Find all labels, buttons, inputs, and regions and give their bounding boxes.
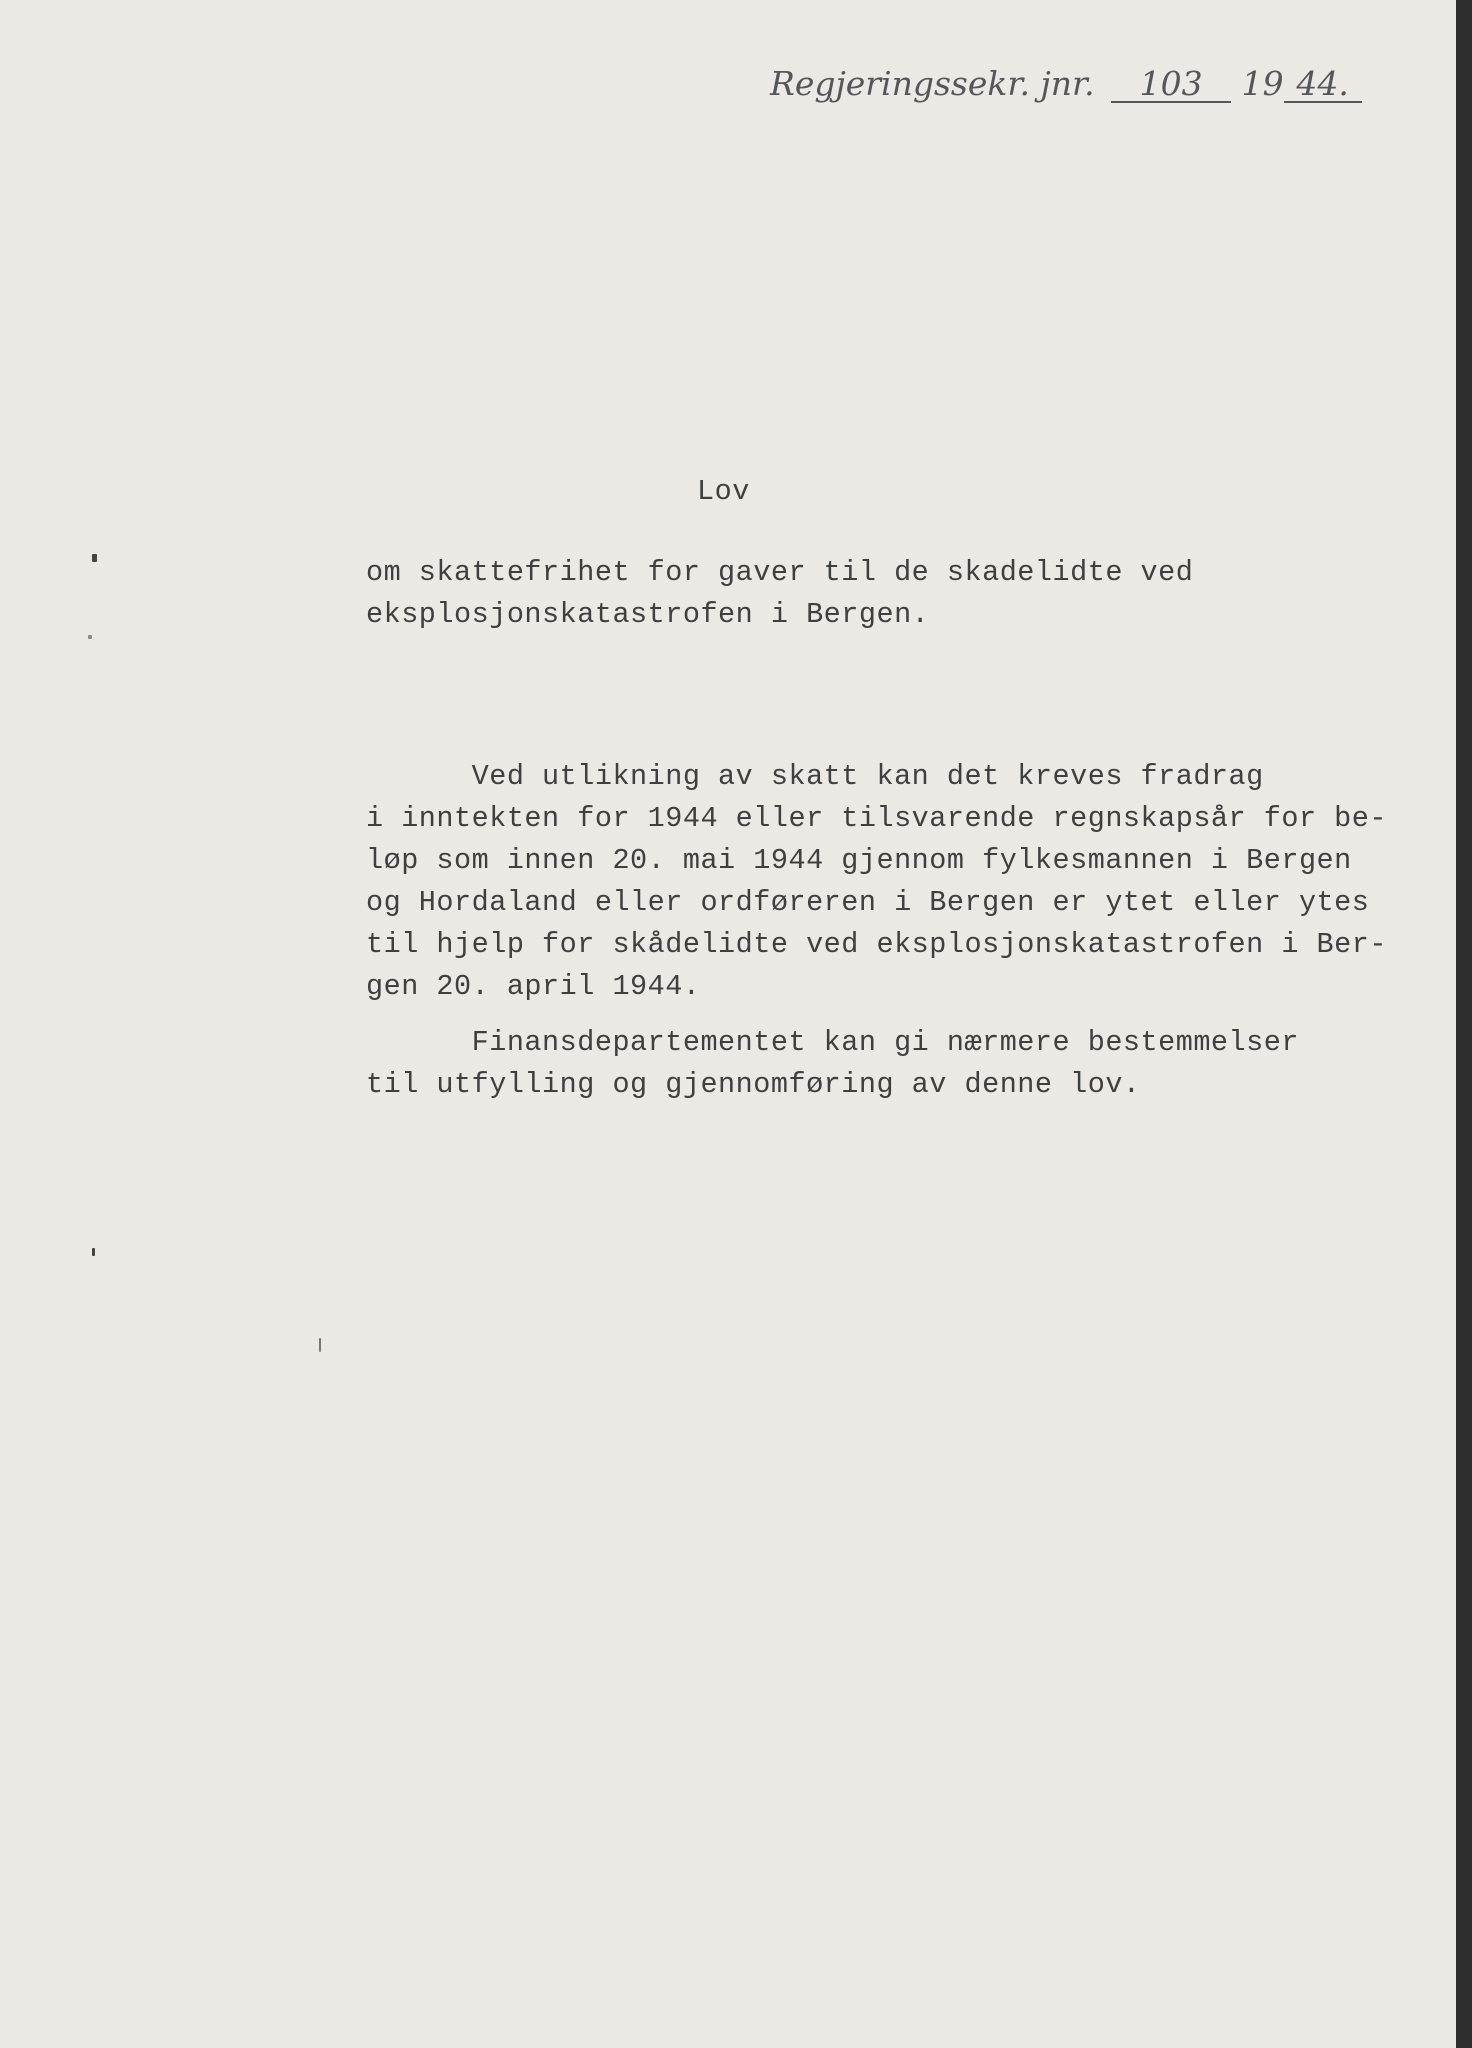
document-subtitle-line-1: om skattefrihet for gaver til de skadelidte ved xyxy=(366,556,1194,589)
punch-hole-mark xyxy=(92,554,97,562)
punch-hole-mark xyxy=(319,1338,321,1352)
punch-hole-mark xyxy=(88,635,92,639)
punch-hole-mark xyxy=(92,1248,95,1256)
registry-year-prefix: 19 xyxy=(1241,64,1284,103)
document-title: Lov xyxy=(697,475,750,508)
body-line-6: gen 20. april 1944. xyxy=(366,970,701,1003)
body-line-8: til utfylling og gjennomføring av denne lov. xyxy=(366,1068,1141,1101)
body-line-3: løp som innen 20. mai 1944 gjennom fylkesmannen i Bergen xyxy=(366,844,1352,877)
body-line-5: til hjelp for skådelidte ved eksplosjonskatastrofen i Ber- xyxy=(366,928,1387,961)
registry-label: Regjeringssekr. jnr. xyxy=(770,64,1095,103)
body-line-7: Finansdepartementet kan gi nærmere bestemmelser xyxy=(366,1026,1299,1059)
document-subtitle-line-2: eksplosjonskatastrofen i Bergen. xyxy=(366,598,930,631)
registry-header xyxy=(770,64,1362,103)
registry-number: 103 xyxy=(1111,67,1231,103)
body-line-2: i inntekten for 1944 eller tilsvarende regnskapsår for be- xyxy=(366,802,1387,835)
scan-edge xyxy=(1456,0,1472,2048)
body-line-4: og Hordaland eller ordføreren i Bergen er ytet eller ytes xyxy=(366,886,1370,919)
body-line-1: Ved utlikning av skatt kan det kreves fradrag xyxy=(366,760,1264,793)
registry-year-suffix: 44. xyxy=(1284,67,1362,103)
